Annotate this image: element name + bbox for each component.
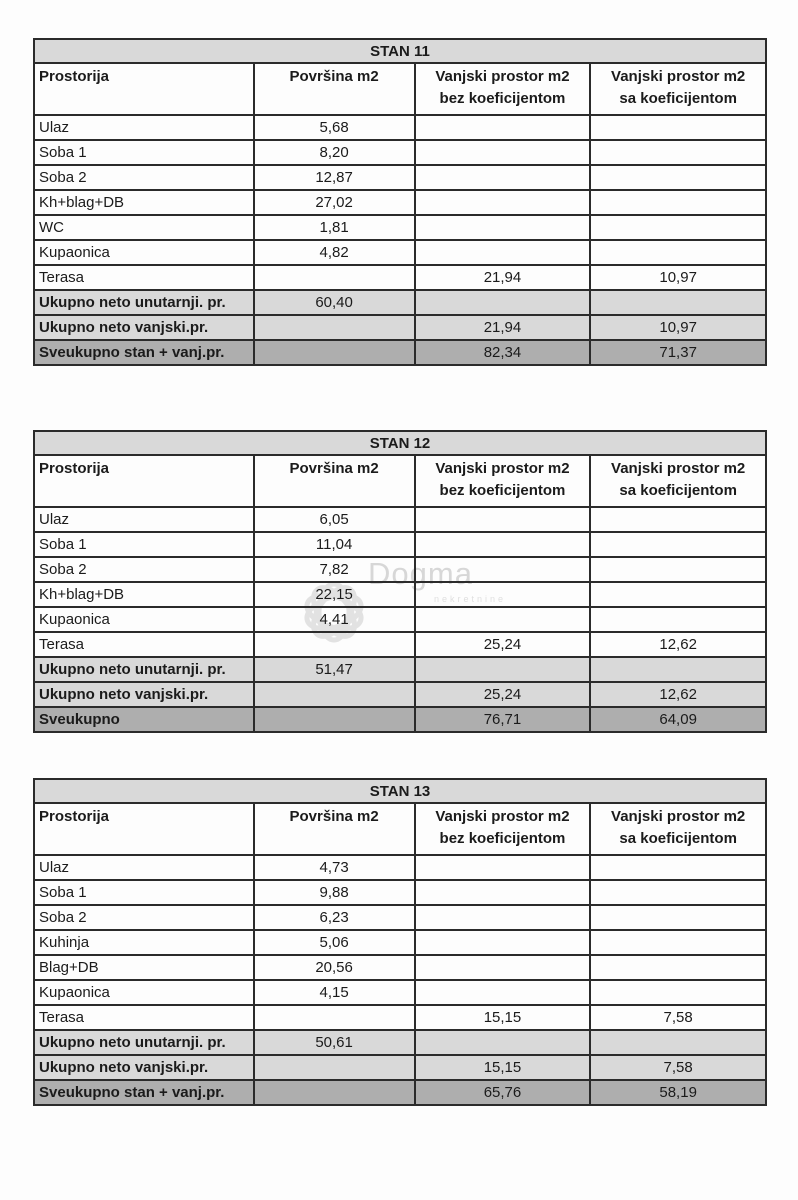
total-row xyxy=(34,1080,766,1105)
outdoor-coef-value xyxy=(590,507,766,532)
room-label: Sveukupno stan + vanj.pr. xyxy=(34,1080,254,1105)
room-label: Ukupno neto unutarnji. pr. xyxy=(34,1030,254,1055)
column-header-outdoor-coef: Vanjski prostor m2 sa koeficijentom xyxy=(590,455,766,507)
area-value: 22,15 xyxy=(254,582,415,607)
outdoor-no-coef-value xyxy=(415,880,591,905)
room-label: Kuhinja xyxy=(34,930,254,955)
column-header-area: Površina m2 xyxy=(254,455,415,507)
subtotal-row xyxy=(34,315,766,340)
room-label: Kupaonica xyxy=(34,980,254,1005)
outdoor-coef-value xyxy=(590,930,766,955)
outdoor-no-coef-value: 21,94 xyxy=(415,265,591,290)
column-header-row xyxy=(34,455,766,507)
room-label: Ukupno neto unutarnji. pr. xyxy=(34,290,254,315)
column-header-outdoor-no-coef: Vanjski prostor m2 bez koeficijentom xyxy=(415,803,591,855)
outdoor-coef-value xyxy=(590,165,766,190)
column-header-room: Prostorija xyxy=(34,455,254,507)
outdoor-coef-value xyxy=(590,657,766,682)
outdoor-coef-value: 10,97 xyxy=(590,265,766,290)
outdoor-coef-value: 58,19 xyxy=(590,1080,766,1105)
room-label: Kh+blag+DB xyxy=(34,582,254,607)
stan-11-table xyxy=(33,38,767,366)
outdoor-no-coef-value xyxy=(415,507,591,532)
subtotal-row xyxy=(34,657,766,682)
outdoor-no-coef-value xyxy=(415,582,591,607)
column-header-room: Prostorija xyxy=(34,803,254,855)
room-label: Ukupno neto unutarnji. pr. xyxy=(34,657,254,682)
outdoor-no-coef-value: 65,76 xyxy=(415,1080,591,1105)
outdoor-no-coef-value xyxy=(415,1030,591,1055)
outdoor-no-coef-value xyxy=(415,557,591,582)
outdoor-no-coef-value: 76,71 xyxy=(415,707,591,732)
column-header-row xyxy=(34,803,766,855)
room-label: WC xyxy=(34,215,254,240)
area-value: 4,15 xyxy=(254,980,415,1005)
outdoor-no-coef-value xyxy=(415,855,591,880)
outdoor-coef-value xyxy=(590,955,766,980)
subtotal-row xyxy=(34,1055,766,1080)
watermark-subtext: nekretnine xyxy=(434,594,507,604)
room-row xyxy=(34,532,766,557)
apartment-area-table xyxy=(33,38,767,366)
room-row xyxy=(34,1005,766,1030)
room-row xyxy=(34,930,766,955)
outdoor-coef-value: 64,09 xyxy=(590,707,766,732)
outdoor-no-coef-value xyxy=(415,955,591,980)
area-value: 8,20 xyxy=(254,140,415,165)
area-value: 9,88 xyxy=(254,880,415,905)
outdoor-coef-value xyxy=(590,582,766,607)
outdoor-coef-value xyxy=(590,855,766,880)
column-header-area: Površina m2 xyxy=(254,803,415,855)
table-title: STAN 12 xyxy=(34,431,766,455)
outdoor-no-coef-value xyxy=(415,532,591,557)
room-label: Sveukupno xyxy=(34,707,254,732)
outdoor-no-coef-value: 82,34 xyxy=(415,340,591,365)
room-row xyxy=(34,140,766,165)
area-value: 20,56 xyxy=(254,955,415,980)
room-label: Ulaz xyxy=(34,507,254,532)
area-value: 27,02 xyxy=(254,190,415,215)
area-value xyxy=(254,315,415,340)
room-row xyxy=(34,165,766,190)
area-value xyxy=(254,707,415,732)
room-label: Ukupno neto vanjski.pr. xyxy=(34,1055,254,1080)
room-label: Terasa xyxy=(34,1005,254,1030)
room-row xyxy=(34,215,766,240)
room-label: Ulaz xyxy=(34,855,254,880)
area-value xyxy=(254,265,415,290)
area-value: 1,81 xyxy=(254,215,415,240)
area-value: 51,47 xyxy=(254,657,415,682)
table-title-row xyxy=(34,39,766,63)
area-value: 12,87 xyxy=(254,165,415,190)
room-label: Terasa xyxy=(34,632,254,657)
outdoor-coef-value: 71,37 xyxy=(590,340,766,365)
outdoor-coef-value xyxy=(590,215,766,240)
outdoor-coef-value xyxy=(590,905,766,930)
room-label: Kupaonica xyxy=(34,607,254,632)
area-value: 11,04 xyxy=(254,532,415,557)
room-row xyxy=(34,582,766,607)
outdoor-coef-value xyxy=(590,115,766,140)
column-header-outdoor-no-coef: Vanjski prostor m2 bez koeficijentom xyxy=(415,455,591,507)
room-label: Soba 2 xyxy=(34,557,254,582)
outdoor-coef-value xyxy=(590,190,766,215)
total-row xyxy=(34,340,766,365)
watermark-text: Dogma xyxy=(368,556,473,591)
column-header-row xyxy=(34,63,766,115)
outdoor-no-coef-value xyxy=(415,930,591,955)
subtotal-row xyxy=(34,1030,766,1055)
outdoor-coef-value: 12,62 xyxy=(590,682,766,707)
area-value xyxy=(254,340,415,365)
stan-13-table xyxy=(33,778,767,1106)
room-row xyxy=(34,190,766,215)
outdoor-no-coef-value xyxy=(415,190,591,215)
total-row xyxy=(34,707,766,732)
area-value: 4,82 xyxy=(254,240,415,265)
room-label: Soba 1 xyxy=(34,532,254,557)
outdoor-no-coef-value: 15,15 xyxy=(415,1055,591,1080)
room-label: Sveukupno stan + vanj.pr. xyxy=(34,340,254,365)
outdoor-coef-value xyxy=(590,532,766,557)
area-value: 6,05 xyxy=(254,507,415,532)
area-value xyxy=(254,1005,415,1030)
outdoor-coef-value xyxy=(590,240,766,265)
area-value: 7,82 xyxy=(254,557,415,582)
column-header-outdoor-coef: Vanjski prostor m2 sa koeficijentom xyxy=(590,63,766,115)
column-header-area: Površina m2 xyxy=(254,63,415,115)
area-value: 5,68 xyxy=(254,115,415,140)
subtotal-row xyxy=(34,290,766,315)
room-row xyxy=(34,115,766,140)
area-value xyxy=(254,682,415,707)
column-header-outdoor-no-coef: Vanjski prostor m2 bez koeficijentom xyxy=(415,63,591,115)
room-row xyxy=(34,955,766,980)
outdoor-coef-value: 10,97 xyxy=(590,315,766,340)
outdoor-coef-value xyxy=(590,557,766,582)
area-value: 4,41 xyxy=(254,607,415,632)
outdoor-no-coef-value xyxy=(415,657,591,682)
area-value xyxy=(254,632,415,657)
room-label: Soba 2 xyxy=(34,165,254,190)
outdoor-no-coef-value: 15,15 xyxy=(415,1005,591,1030)
room-label: Ulaz xyxy=(34,115,254,140)
area-value xyxy=(254,1055,415,1080)
room-row xyxy=(34,607,766,632)
area-value: 4,73 xyxy=(254,855,415,880)
outdoor-no-coef-value xyxy=(415,215,591,240)
room-row xyxy=(34,632,766,657)
outdoor-no-coef-value xyxy=(415,240,591,265)
outdoor-coef-value: 12,62 xyxy=(590,632,766,657)
outdoor-no-coef-value xyxy=(415,980,591,1005)
room-label: Terasa xyxy=(34,265,254,290)
table-title-row xyxy=(34,779,766,803)
area-value xyxy=(254,1080,415,1105)
stan-12-table xyxy=(33,430,767,733)
area-value: 50,61 xyxy=(254,1030,415,1055)
outdoor-no-coef-value: 21,94 xyxy=(415,315,591,340)
room-row xyxy=(34,265,766,290)
outdoor-coef-value xyxy=(590,1030,766,1055)
room-label: Soba 1 xyxy=(34,880,254,905)
outdoor-coef-value xyxy=(590,140,766,165)
area-value: 6,23 xyxy=(254,905,415,930)
room-label: Ukupno neto vanjski.pr. xyxy=(34,682,254,707)
table-title: STAN 11 xyxy=(34,39,766,63)
area-value: 5,06 xyxy=(254,930,415,955)
area-value: 60,40 xyxy=(254,290,415,315)
room-label: Soba 2 xyxy=(34,905,254,930)
outdoor-no-coef-value xyxy=(415,290,591,315)
column-header-outdoor-coef: Vanjski prostor m2 sa koeficijentom xyxy=(590,803,766,855)
outdoor-no-coef-value: 25,24 xyxy=(415,682,591,707)
outdoor-no-coef-value: 25,24 xyxy=(415,632,591,657)
room-row xyxy=(34,905,766,930)
apartment-area-table xyxy=(33,430,767,733)
subtotal-row xyxy=(34,682,766,707)
outdoor-no-coef-value xyxy=(415,115,591,140)
room-label: Soba 1 xyxy=(34,140,254,165)
room-row xyxy=(34,855,766,880)
table-title-row xyxy=(34,431,766,455)
room-row xyxy=(34,240,766,265)
room-row xyxy=(34,557,766,582)
table-title: STAN 13 xyxy=(34,779,766,803)
room-row xyxy=(34,880,766,905)
outdoor-coef-value xyxy=(590,880,766,905)
outdoor-no-coef-value xyxy=(415,905,591,930)
room-label: Kh+blag+DB xyxy=(34,190,254,215)
room-row xyxy=(34,980,766,1005)
outdoor-coef-value xyxy=(590,980,766,1005)
room-label: Ukupno neto vanjski.pr. xyxy=(34,315,254,340)
outdoor-no-coef-value xyxy=(415,140,591,165)
column-header-room: Prostorija xyxy=(34,63,254,115)
apartment-area-table xyxy=(33,778,767,1106)
outdoor-coef-value: 7,58 xyxy=(590,1055,766,1080)
room-label: Kupaonica xyxy=(34,240,254,265)
outdoor-coef-value xyxy=(590,290,766,315)
room-label: Blag+DB xyxy=(34,955,254,980)
outdoor-coef-value xyxy=(590,607,766,632)
outdoor-no-coef-value xyxy=(415,165,591,190)
outdoor-coef-value: 7,58 xyxy=(590,1005,766,1030)
room-row xyxy=(34,507,766,532)
outdoor-no-coef-value xyxy=(415,607,591,632)
